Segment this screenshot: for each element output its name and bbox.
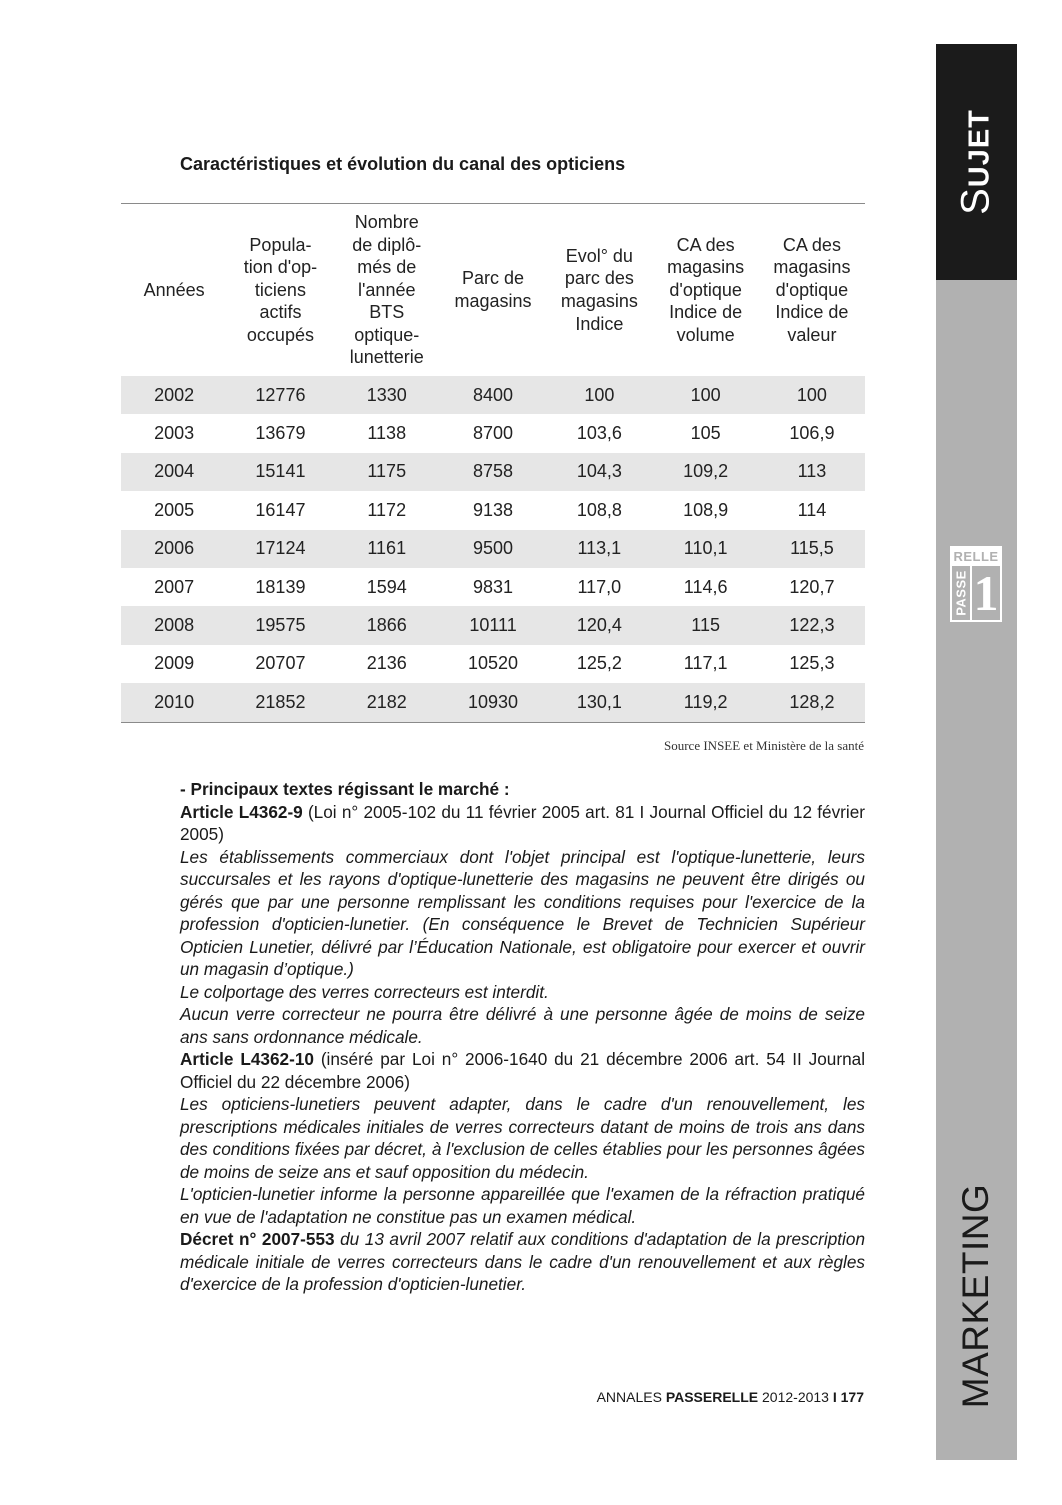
- table-cell: 2006: [121, 530, 227, 568]
- table-cell: 9138: [473, 499, 514, 520]
- table-cell: 2005: [154, 499, 195, 520]
- table-row: [121, 568, 865, 606]
- page-number: 177: [840, 1389, 864, 1405]
- table-cell: 125,3: [789, 653, 835, 674]
- table-cell: 9831: [473, 576, 514, 597]
- table-row: [121, 491, 865, 529]
- table-row: [121, 606, 865, 644]
- table-cell: 12776: [227, 376, 333, 414]
- sujet-first-letter: S: [953, 187, 998, 215]
- table-row: [121, 645, 865, 683]
- article-1-header: [180, 801, 865, 846]
- table-cell: 16147: [255, 499, 306, 520]
- article-2-paragraph-1: Les opticiens-lunetiers peuvent adapter, dans le cadre d'un renouvellement, les prescriptions médicales initiales de verres correcteurs datant de moins de trois ans dans des conditions fixées par décret, à l'exclusion de celles établies pour les personnes âgées de moins de seize ans et sauf opposition du médecin.: [180, 1094, 865, 1182]
- decret-paragraph: [180, 1228, 865, 1296]
- table-cell: 9500: [440, 530, 546, 568]
- article-2-ref: Article L4362-10: [180, 1049, 314, 1069]
- opticiens-table: [121, 203, 865, 723]
- table-cell: 120,4: [546, 606, 652, 644]
- article-2-paragraph-2: L'opticien-lunetier informe la personne appareillée que l'examen de la réfraction pratiqué en vue de l'adaptation ne constitue pas un examen médical.: [180, 1184, 865, 1227]
- table-row: [121, 453, 865, 491]
- table-row: [121, 414, 865, 452]
- table-cell: 2009: [154, 653, 195, 674]
- table-cell: 109,2: [652, 453, 758, 491]
- table-cell: 130,1: [546, 683, 652, 722]
- table-cell: 8400: [440, 376, 546, 414]
- table-cell: 17124: [227, 530, 333, 568]
- article-2-meta: (inséré par Loi n° 2006-1640 du 21 décembre 2006 art. 54 II Journal Officiel du 22 décembre 2006): [180, 1049, 866, 1092]
- table-cell: 100: [546, 376, 652, 414]
- table-cell: 119,2: [652, 683, 758, 722]
- table-cell: 2003: [154, 423, 195, 444]
- table-cell: 1138: [367, 423, 407, 444]
- section-label: MARKETING: [955, 1183, 996, 1409]
- decret-text: du 13 avril 2007 relatif aux conditions d'adaptation de la prescription médicale initiale de verres correcteurs dans le cadre d'un renouvellement et aux règles d'exercice de la profession d'opticien-lunetier.: [180, 1229, 865, 1294]
- table-cell: 103,6: [576, 423, 622, 444]
- column-header-5: CA des magasins d'optique Indice de volume: [667, 234, 745, 345]
- footer-annales: ANNALES: [596, 1389, 662, 1405]
- table-cell: 115,5: [759, 530, 865, 568]
- column-header-4: Evol° du parc des magasins Indice: [560, 245, 638, 334]
- section-heading: - Principaux textes régissant le marché :: [180, 779, 510, 799]
- table-cell: 114: [797, 499, 827, 520]
- column-header-1: Popula- tion d'op- ticiens actifs occupés: [243, 234, 318, 345]
- table-cell: 2007: [154, 576, 195, 597]
- article-1-paragraph-3: Aucun verre correcteur ne pourra être délivré à une personne âgée de moins de seize ans sans ordonnance médicale.: [180, 1004, 865, 1047]
- table-cell: 110,1: [652, 530, 758, 568]
- table-body: [121, 376, 865, 722]
- article-1-paragraph-1: Les établissements commerciaux dont l'objet principal est l'optique-lunetterie, leurs succursales et les rayons d'optique-lunetterie des magasins ne peuvent être dirigés ou gérés que par une personne remplissant les conditions requises pour l'exercice de la profession d'opticien-lunetier. (En conséquence le Brevet de Technicien Supérieur Opticien Lunetier, délivré par l’Éducation Nationale, est obligatoire pour exercer et ouvrir un magasin d’optique.): [180, 846, 865, 979]
- footer-years: 2012-2013: [762, 1389, 829, 1405]
- table-row: [121, 683, 865, 722]
- table-cell: 115: [652, 606, 758, 644]
- table-cell: 113: [759, 453, 865, 491]
- table-cell: 108,9: [683, 499, 729, 520]
- decret-ref: Décret n° 2007-553: [180, 1229, 335, 1249]
- footer-passerelle: PASSERELLE: [665, 1389, 759, 1405]
- table-cell: 113,1: [546, 530, 652, 568]
- article-1-ref: Article L4362-9: [180, 801, 303, 822]
- table-header-row: [121, 204, 865, 377]
- table-cell: 18139: [255, 576, 306, 597]
- table-cell: 2008: [121, 606, 227, 644]
- table-cell: 104,3: [546, 453, 652, 491]
- column-header-2: Nombre de diplô- més de l'année BTS optique- lunetterie: [349, 211, 424, 368]
- table-cell: 8700: [473, 423, 514, 444]
- table-cell: 100: [652, 376, 758, 414]
- table-cell: 122,3: [759, 606, 865, 644]
- table-cell: 117,1: [683, 653, 728, 674]
- table-title: Caractéristiques et évolution du canal des opticiens: [180, 154, 626, 174]
- table-row: [121, 530, 865, 568]
- table-cell: 2004: [121, 453, 227, 491]
- table-cell: 1330: [334, 376, 440, 414]
- table-cell: 15141: [227, 453, 333, 491]
- table-cell: 2010: [121, 683, 227, 722]
- table-cell: 13679: [255, 423, 306, 444]
- table-cell: 20707: [255, 653, 306, 674]
- table-cell: 1161: [334, 530, 440, 568]
- table-source: Source INSEE et Ministère de la santé: [664, 738, 864, 753]
- table-cell: 100: [759, 376, 865, 414]
- column-header-0: Années: [143, 279, 205, 300]
- column-header-3: Parc de magasins: [454, 268, 532, 311]
- table-cell: 1594: [366, 576, 407, 597]
- table-cell: 10111: [440, 606, 546, 644]
- table-cell: 8758: [440, 453, 546, 491]
- logo-number: 1: [973, 565, 999, 621]
- table-cell: 108,8: [576, 499, 622, 520]
- table-cell: 105: [690, 423, 721, 444]
- sujet-rest: UJET: [963, 109, 996, 188]
- footer-separator: I: [832, 1389, 837, 1405]
- article-2-header: [180, 1048, 865, 1093]
- table-cell: 10930: [440, 683, 546, 722]
- table-cell: 125,2: [576, 653, 622, 674]
- table-cell: 117,0: [577, 576, 622, 597]
- logo-passe-text: PASSE: [953, 570, 969, 616]
- table-row: [121, 376, 865, 414]
- table-cell: 106,9: [789, 423, 835, 444]
- table-cell: 114,6: [683, 576, 728, 597]
- table-cell: 2182: [334, 683, 440, 722]
- page-footer: [597, 1389, 864, 1405]
- table-cell: 128,2: [759, 683, 865, 722]
- logo-relle-text: RELLE: [953, 549, 999, 564]
- table-cell: 1172: [367, 499, 407, 520]
- regulations-text: [180, 778, 865, 1296]
- column-header-6: CA des magasins d'optique Indice de valeur: [773, 234, 851, 345]
- table-cell: 120,7: [789, 576, 835, 597]
- table-cell: 1175: [334, 453, 440, 491]
- table-cell: 2002: [121, 376, 227, 414]
- table-cell: 19575: [227, 606, 333, 644]
- table-cell: 10520: [468, 653, 519, 674]
- table-cell: 2136: [366, 653, 407, 674]
- article-1-meta: (Loi n° 2005-102 du 11 février 2005 art. 81 I Journal Officiel du 12 février 2005): [180, 801, 865, 844]
- article-1-paragraph-2: Le colportage des verres correcteurs est interdit.: [180, 981, 549, 1002]
- table-cell: 21852: [227, 683, 333, 722]
- passerelle-1-logo: [950, 546, 1002, 622]
- table-cell: 1866: [334, 606, 440, 644]
- sujet-label: [954, 109, 999, 215]
